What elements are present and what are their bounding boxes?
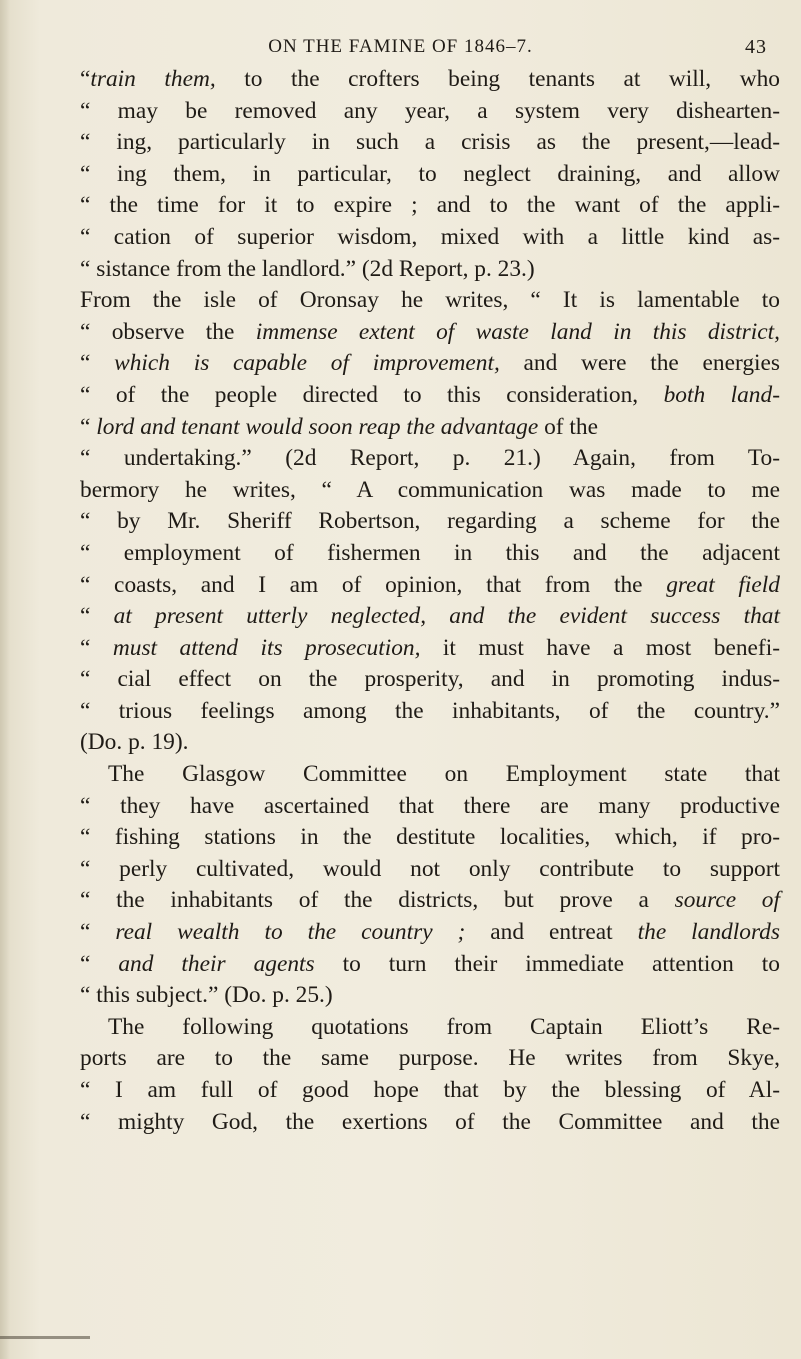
text-line <box>80 980 780 1012</box>
italic-text: train them, <box>90 66 216 92</box>
text-segment: “ <box>80 950 119 977</box>
text-segment: “ <box>80 919 116 946</box>
text-segment: “ fishing stations in the destitute localities, which, if pro- <box>80 824 780 851</box>
page-gutter-shadow <box>0 0 10 1359</box>
text-line <box>80 664 780 696</box>
text-segment: “ they have ascertained that there are many productive <box>80 792 780 819</box>
text-line <box>80 791 780 823</box>
body-text <box>80 64 780 1138</box>
text-segment: “ by Mr. Sheriff Robertson, regarding a scheme for the <box>80 508 780 535</box>
text-segment: “ sistance from the landlord.” (2d Report, p. 23.) <box>80 255 535 282</box>
text-segment: “ cation of superior wisdom, mixed with a little kind as- <box>80 223 780 250</box>
text-segment: From the isle of Oronsay he writes, “ It is lamentable to <box>80 287 780 314</box>
italic-text: lord and tenant would soon reap the advantage <box>96 413 539 440</box>
text-segment: “ observe the <box>80 318 256 345</box>
text-segment: “ employment of fishermen in this and the adjacent <box>80 539 780 566</box>
text-line <box>80 317 780 349</box>
text-segment: “ this subject.” (Do. p. 25.) <box>80 982 333 1009</box>
text-segment: “ trious feelings among the inhabitants, of the country.” <box>80 697 780 724</box>
text-line <box>80 1043 780 1075</box>
text-line <box>80 96 780 128</box>
italic-text: must attend its prosecution, <box>112 634 421 661</box>
text-segment: “ mighty God, the exertions of the Committee and the <box>80 1108 780 1135</box>
text-segment: it must have a most benefi- <box>420 634 780 661</box>
text-line <box>80 601 780 633</box>
text-segment: and entreat <box>465 919 638 946</box>
text-segment: “ the inhabitants of the districts, but prove a <box>80 887 675 914</box>
text-line <box>80 412 780 444</box>
running-title: ON THE FAMINE OF 1846–7. <box>268 36 533 57</box>
text-line <box>80 222 780 254</box>
text-segment: “ cial effect on the prosperity, and in promoting indus- <box>80 666 780 693</box>
text-line <box>80 254 780 286</box>
italic-text: at present utterly neglected, and the evident success that <box>113 603 780 630</box>
text-segment: and were the energies <box>499 350 780 377</box>
text-segment: to turn their immediate attention to <box>314 950 780 977</box>
text-line <box>80 285 780 317</box>
text-segment: “ ing, particularly in such a crisis as the present,—lead- <box>80 129 780 156</box>
italic-text: and their agents <box>118 950 315 977</box>
text-segment: “ of the people directed to this consideration, <box>80 381 664 408</box>
text-segment: (Do. p. 19). <box>80 729 189 756</box>
text-line <box>80 949 780 981</box>
text-line <box>80 759 780 791</box>
italic-text: source of <box>674 887 780 914</box>
italic-text: great field <box>666 571 780 598</box>
text-line <box>80 727 780 759</box>
page-number: 43 <box>745 36 767 58</box>
text-line <box>80 1075 780 1107</box>
text-segment: bermory he writes, “ A communication was made to me <box>80 476 780 503</box>
text-segment: “ ing them, in particular, to neglect draining, and allow <box>80 160 780 187</box>
text-segment: “ may be removed any year, a system very dishearten- <box>80 97 780 124</box>
text-segment: “ <box>80 350 115 377</box>
italic-text: immense extent of waste land in this district, <box>255 318 780 345</box>
text-line <box>80 380 780 412</box>
text-segment: “ the time for it to expire ; and to the want of the appli- <box>80 192 780 219</box>
text-line <box>80 64 780 96</box>
text-line <box>80 885 780 917</box>
text-line <box>80 348 780 380</box>
text-segment: to the crofters being tenants at will, who <box>215 66 780 92</box>
page-edge-mark <box>0 1336 90 1339</box>
text-segment: “ I am full of good hope that by the blessing of Al- <box>80 1077 780 1103</box>
text-line <box>80 443 780 475</box>
text-line <box>80 190 780 222</box>
text-line <box>80 696 780 728</box>
text-line <box>80 475 780 507</box>
text-line <box>80 917 780 949</box>
text-segment: The following quotations from Captain Eliott’s Re- <box>108 1013 780 1040</box>
text-line <box>80 570 780 602</box>
text-line <box>80 854 780 886</box>
text-segment: “ <box>80 413 97 440</box>
text-segment: ports are to the same purpose. He writes from Skye, <box>80 1045 780 1072</box>
running-header <box>0 36 801 66</box>
text-line <box>80 633 780 665</box>
italic-text: the landlords <box>637 919 780 946</box>
italic-text: which is capable of improvement, <box>114 350 500 377</box>
text-segment: of the <box>538 413 598 440</box>
text-line <box>80 159 780 191</box>
text-segment: The Glasgow Committee on Employment state that <box>108 761 780 788</box>
text-line <box>80 1012 780 1044</box>
text-segment: “ coasts, and I am of opinion, that from the <box>80 571 667 598</box>
text-line <box>80 538 780 570</box>
text-line <box>80 127 780 159</box>
text-line <box>80 506 780 538</box>
text-segment: “ <box>80 66 91 92</box>
italic-text: real wealth to the country ; <box>115 919 466 946</box>
italic-text: both land- <box>663 381 780 408</box>
text-segment: “ <box>80 634 113 661</box>
text-line <box>80 822 780 854</box>
text-segment: “ perly cultivated, would not only contribute to support <box>80 855 780 882</box>
text-segment: “ <box>80 603 114 630</box>
text-line <box>80 1107 780 1139</box>
text-segment: “ undertaking.” (2d Report, p. 21.) Again, from To- <box>80 445 780 472</box>
